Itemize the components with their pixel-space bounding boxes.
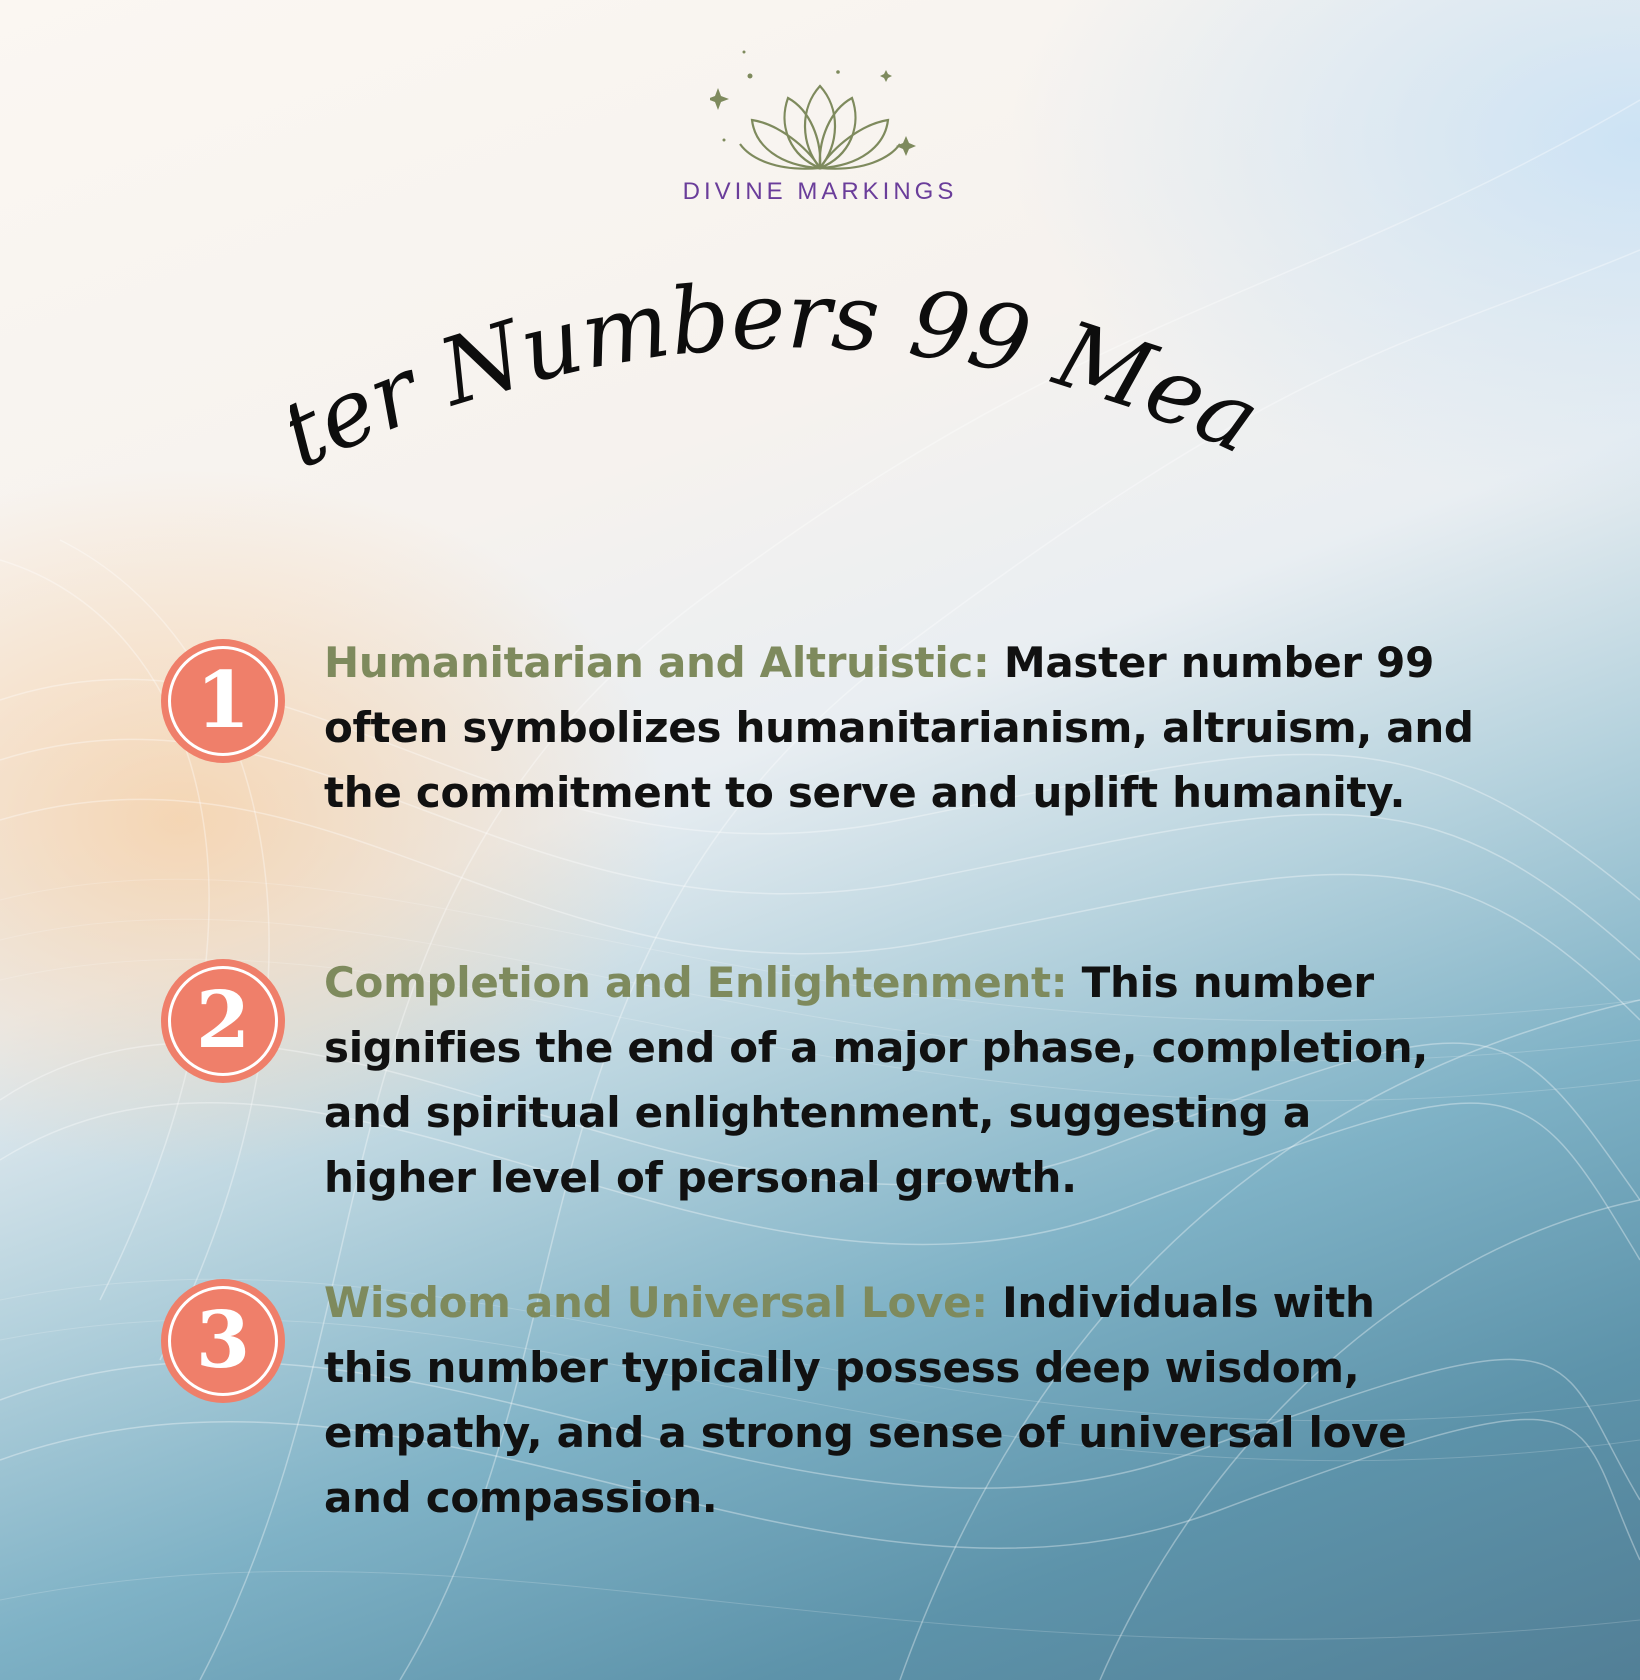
- item-text: [324, 630, 1474, 825]
- item-text: [324, 950, 1474, 1210]
- item-body: Individuals with this number typically possess deep wisdom, empathy, and a strong sense of universal love and compassion.: [324, 1278, 1407, 1522]
- number-badge: [164, 962, 282, 1080]
- page-title: [290, 270, 1350, 500]
- item-heading: Wisdom and Universal Love:: [324, 1278, 988, 1327]
- item-body: Master number 99 often symbolizes humanitarianism, altruism, and the commitment to serve and uplift humanity.: [324, 638, 1474, 817]
- number-badge: [164, 642, 282, 760]
- title-text: er Numbers 99 Mea: [300, 270, 1276, 475]
- brand-name: DIVINE MARKINGS: [682, 178, 958, 205]
- item-heading: Humanitarian and Altruistic:: [324, 638, 990, 687]
- brand-logo: [670, 48, 970, 218]
- item-text: [324, 1270, 1474, 1530]
- badge-number: 2: [195, 975, 251, 1066]
- item-heading: Completion and Enlightenment:: [324, 958, 1068, 1007]
- badge-number: 3: [195, 1295, 251, 1386]
- item-body: This number signifies the end of a major phase, completion, and spiritual enlightenment, suggesting a higher level of personal growth.: [324, 958, 1429, 1202]
- number-badge: [164, 1282, 282, 1400]
- badge-number: 1: [195, 655, 251, 746]
- lotus-icon: [710, 48, 930, 178]
